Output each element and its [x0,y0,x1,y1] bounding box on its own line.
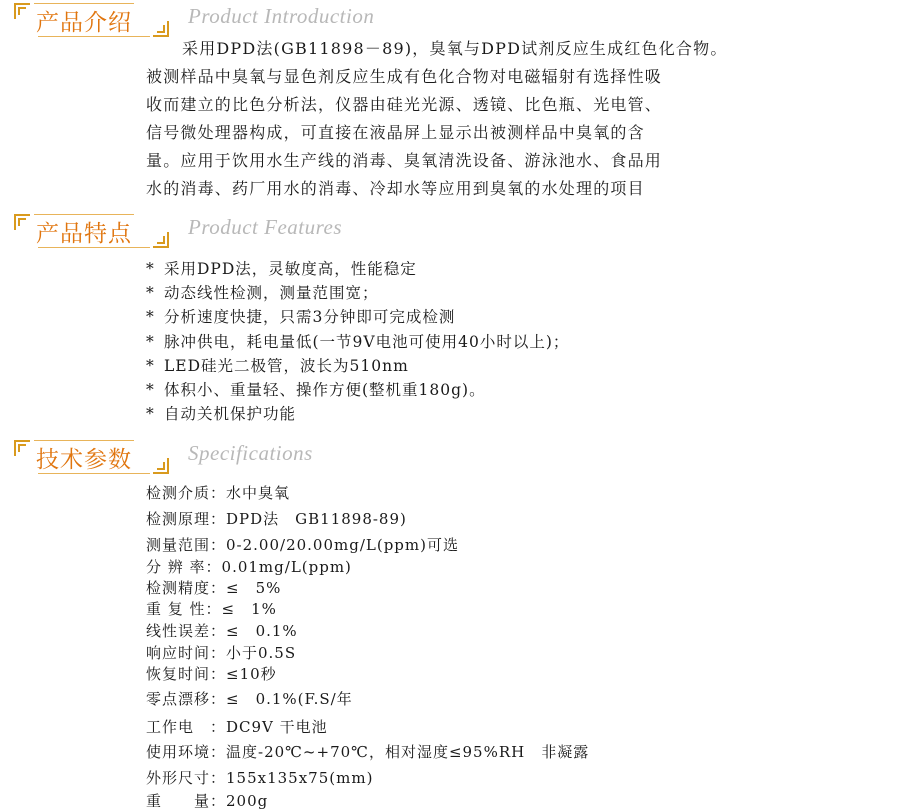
specs-title: 技术参数 [36,447,132,473]
bullet-icon: * [146,284,155,303]
intro-line: 水的消毒、药厂用水的消毒、冷却水等应用到臭氧的水处理的项目 [146,179,645,198]
bullet-icon: * [146,356,155,375]
specs-title-badge [8,438,173,476]
intro-line: 量。应用于饮用水生产线的消毒、臭氧清洗设备、游泳池水、食品用 [146,151,663,170]
feature-text: LED硅光二极管，波长为510nm [164,356,409,375]
bullet-icon: * [146,308,155,327]
intro-line: 信号微处理器构成，可直接在液晶屏上显示出被测样品中臭氧的含 [146,123,645,142]
list-item [146,305,569,329]
features-title-en: Product Features [188,215,342,239]
bullet-icon: * [146,405,155,424]
features-title: 产品特点 [36,221,132,247]
features-list [146,257,569,426]
intro-title: 产品介绍 [36,10,132,36]
spec-row: 线性误差：≤ 0.1% [146,622,298,640]
bullet-icon: * [146,332,155,351]
divider [38,247,150,248]
spec-row: 检测介质：水中臭氧 [146,484,291,502]
features-header [8,212,888,252]
intro-line: 收而建立的比色分析法，仪器由硅光光源、透镜、比色瓶、光电管、 [146,95,663,114]
corner-ornament-icon [153,458,169,474]
divider [38,36,150,37]
list-item [146,354,569,378]
intro-line: 被测样品中臭氧与显色剂反应生成有色化合物对电磁辐射有选择性吸 [146,67,663,86]
spec-row: 重 量：200g [146,792,269,810]
spec-row: 测量范围：0-2.00/20.00mg/L(ppm)可选 [146,536,459,554]
spec-row: 检测精度：≤ 5% [146,579,282,597]
specs-header [8,438,888,478]
features-title-badge [8,212,173,250]
feature-text: 动态线性检测，测量范围宽； [164,284,379,303]
spec-row: 分 辨 率：0.01mg/L(ppm) [146,558,352,576]
spec-row: 检测原理：DPD法 GB11898-89) [146,510,407,528]
feature-text: 体积小、重量轻、操作方便(整机重180g)。 [164,381,486,400]
spec-row: 零点漂移：≤ 0.1%(F.S/年 [146,690,353,708]
feature-text: 自动关机保护功能 [164,405,297,424]
list-item [146,378,569,402]
spec-row: 使用环境：温度-20℃~+70℃，相对湿度≤95%RH 非凝露 [146,743,590,761]
feature-text: 脉冲供电，耗电量低(一节9V电池可使用40小时以上)； [164,332,570,351]
feature-text: 分析速度快捷，只需3分钟即可完成检测 [164,308,456,327]
list-item [146,281,569,305]
corner-ornament-icon [14,214,30,230]
feature-text: 采用DPD法，灵敏度高，性能稳定 [164,260,417,278]
list-item [146,402,569,426]
corner-ornament-icon [14,440,30,456]
intro-title-badge [8,1,173,39]
intro-title-en: Product Introduction [188,4,375,28]
list-item [146,257,569,281]
divider [38,473,150,474]
corner-ornament-icon [14,3,30,19]
spec-row: 重 复 性：≤ 1% [146,600,277,618]
intro-paragraph [146,35,756,203]
spec-row: 响应时间：小于0.5S [146,644,297,662]
specs-title-en: Specifications [188,441,313,465]
list-item [146,330,569,354]
bullet-icon: * [146,260,155,278]
intro-line: 采用DPD法(GB11898－89)，臭氧与DPD试剂反应生成红色化合物。 [182,39,728,58]
bullet-icon: * [146,381,155,400]
spec-row: 恢复时间：≤10秒 [146,665,277,683]
spec-row: 外形尺寸：155x135x75(mm) [146,769,374,787]
corner-ornament-icon [153,232,169,248]
spec-row: 工作电 ：DC9V 干电池 [146,718,328,736]
